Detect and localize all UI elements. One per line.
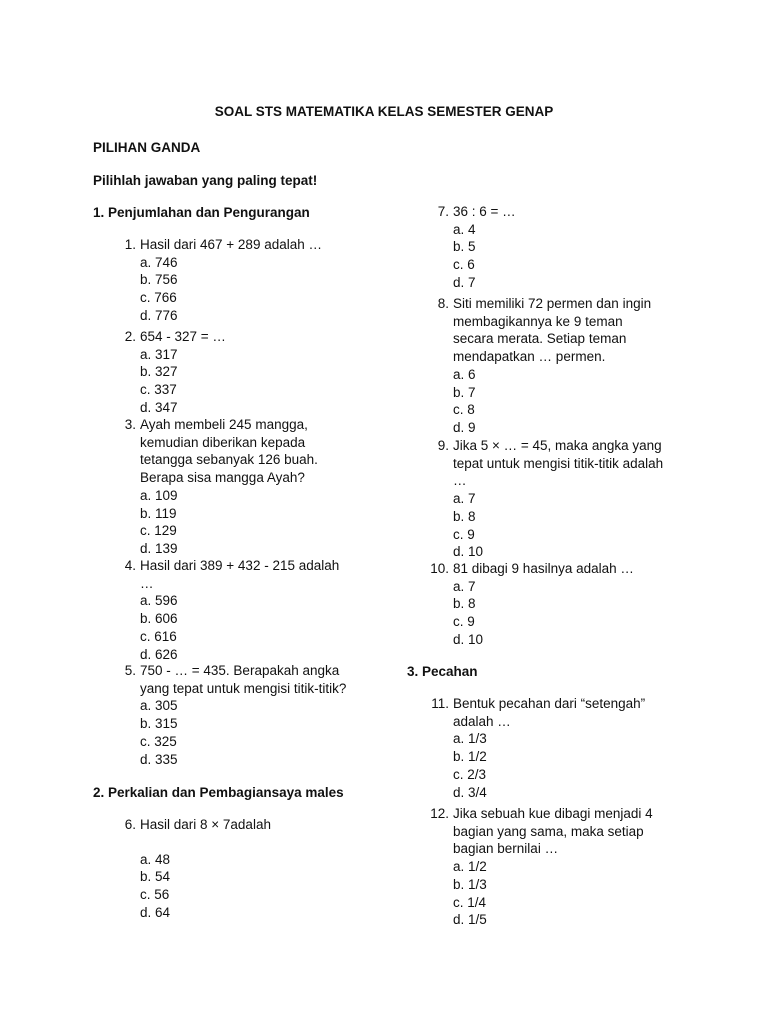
- question-number: 8.: [437, 296, 449, 311]
- question-number: 7.: [437, 204, 449, 219]
- question-text-line: Jika sebuah kue dibagi menjadi 4: [453, 806, 653, 821]
- question-text-line: Berapa sisa mangga Ayah?: [140, 470, 305, 486]
- section-type-label: PILIHAN GANDA: [93, 140, 201, 155]
- question-number: 5.: [124, 663, 136, 678]
- answer-option-a: a. 109: [140, 487, 178, 503]
- question-text: 81 dibagi 9 hasilnya adalah …: [453, 561, 634, 576]
- question-text-line: mendapatkan … permen.: [453, 349, 606, 365]
- answer-option-a: a. 4: [453, 221, 476, 237]
- answer-option-c: c. 337: [140, 382, 177, 398]
- question-text-line: …: [140, 575, 154, 591]
- answer-option-c: c. 766: [140, 290, 177, 306]
- question-9: [423, 437, 663, 561]
- answer-option-c: c. 56: [140, 887, 170, 903]
- answer-option-d: d. 64: [140, 904, 171, 920]
- page-title: SOAL STS MATEMATIKA KELAS SEMESTER GENAP: [214, 104, 554, 119]
- question-text-line: yang tepat untuk mengisi titik-titik?: [140, 680, 347, 696]
- instruction-text: Pilihlah jawaban yang paling tepat!: [93, 173, 318, 188]
- answer-option-b: b. 327: [140, 364, 178, 380]
- question-text-line: bagian bernilai …: [453, 841, 559, 857]
- answer-option-b: b. 8: [453, 596, 476, 612]
- question-text: Hasil dari 467 + 289 adalah …: [140, 237, 322, 252]
- question-text: Hasil dari 8 × 7adalah: [140, 817, 271, 832]
- question-number: 11.: [431, 696, 449, 711]
- answer-option-b: b. 54: [140, 869, 171, 885]
- question-number: 4.: [124, 558, 136, 573]
- question-3: [110, 416, 318, 558]
- question-10: [423, 560, 634, 649]
- answer-option-b: b. 1/2: [453, 749, 487, 765]
- question-text: 654 - 327 = …: [140, 329, 226, 344]
- question-number: 2.: [124, 329, 136, 344]
- answer-option-b: b. 1/3: [453, 876, 487, 892]
- question-text-line: Ayah membeli 245 mangga,: [140, 417, 308, 432]
- answer-option-c: c. 616: [140, 628, 177, 644]
- question-text-line: …: [453, 473, 467, 489]
- question-12: [423, 805, 653, 929]
- answer-option-d: d. 7: [453, 274, 476, 290]
- question-2: [110, 328, 226, 417]
- question-text-line: kemudian diberikan kepada: [140, 434, 306, 450]
- answer-option-c: c. 2/3: [453, 766, 487, 782]
- answer-option-d: d. 3/4: [453, 784, 487, 800]
- question-8: [423, 295, 651, 437]
- answer-option-a: a. 596: [140, 593, 178, 609]
- answer-option-d: d. 347: [140, 399, 178, 415]
- question-text: 36 : 6 = …: [453, 204, 516, 219]
- question-6: [110, 816, 271, 922]
- question-5: [110, 662, 346, 768]
- question-4: [110, 557, 339, 663]
- answer-option-a: a. 1/3: [453, 731, 487, 747]
- answer-option-d: d. 626: [140, 646, 178, 662]
- section-heading-multiplication-division: 2. Perkalian dan Pembagiansaya males: [93, 785, 344, 800]
- section-heading-addition-subtraction: 1. Penjumlahan dan Pengurangan: [93, 205, 310, 220]
- answer-option-b: b. 7: [453, 384, 476, 400]
- answer-option-c: c. 325: [140, 733, 177, 749]
- answer-option-b: b. 119: [140, 505, 177, 521]
- answer-option-a: a. 1/2: [453, 859, 487, 875]
- question-text-line: tepat untuk mengisi titik-titik adalah: [453, 455, 664, 471]
- question-text-line: Siti memiliki 72 permen dan ingin: [453, 296, 652, 311]
- answer-option-d: d. 10: [453, 631, 484, 647]
- answer-option-b: b. 8: [453, 508, 476, 524]
- question-text-line: secara merata. Setiap teman: [453, 331, 627, 347]
- answer-option-d: d. 10: [453, 544, 484, 560]
- section-heading-fractions: 3. Pecahan: [407, 664, 478, 679]
- question-text-line: Bentuk pecahan dari “setengah”: [453, 696, 646, 711]
- answer-option-b: b. 606: [140, 611, 178, 627]
- question-text-line: Hasil dari 389 + 432 - 215 adalah: [140, 558, 340, 573]
- question-number: 12.: [430, 806, 449, 821]
- answer-option-a: a. 317: [140, 346, 178, 362]
- question-number: 3.: [124, 417, 136, 432]
- answer-option-a: a. 48: [140, 851, 171, 867]
- answer-option-b: b. 5: [453, 239, 476, 255]
- answer-option-a: a. 305: [140, 698, 178, 714]
- answer-option-c: c. 8: [453, 402, 475, 418]
- answer-option-d: d. 139: [140, 540, 178, 556]
- answer-option-d: d. 1/5: [453, 912, 487, 928]
- question-text-line: tetangga sebanyak 126 buah.: [140, 452, 318, 468]
- answer-option-d: d. 335: [140, 751, 178, 767]
- question-7: [423, 203, 516, 292]
- answer-option-d: d. 9: [453, 419, 476, 435]
- question-text-line: adalah …: [453, 713, 511, 729]
- question-text-line: Jika 5 × … = 45, maka angka yang: [453, 438, 662, 453]
- question-number: 9.: [437, 438, 449, 453]
- answer-option-a: a. 7: [453, 491, 476, 507]
- answer-option-a: a. 6: [453, 366, 476, 382]
- question-text-line: membagikannya ke 9 teman: [453, 313, 623, 329]
- answer-option-c: c. 6: [453, 257, 475, 273]
- answer-option-b: b. 315: [140, 716, 178, 732]
- question-number: 10.: [430, 561, 449, 576]
- question-number: 1.: [124, 237, 136, 252]
- question-1: [110, 236, 322, 325]
- answer-option-c: c. 9: [453, 614, 475, 630]
- answer-option-c: c. 129: [140, 523, 177, 539]
- question-text-line: 750 - … = 435. Berapakah angka: [140, 663, 340, 678]
- answer-option-b: b. 756: [140, 272, 178, 288]
- answer-option-c: c. 9: [453, 526, 475, 542]
- question-text-line: bagian yang sama, maka setiap: [453, 823, 644, 839]
- answer-option-a: a. 7: [453, 578, 476, 594]
- question-number: 6.: [124, 817, 136, 832]
- answer-option-a: a. 746: [140, 254, 178, 270]
- question-11: [423, 695, 645, 801]
- answer-option-d: d. 776: [140, 307, 178, 323]
- answer-option-c: c. 1/4: [453, 894, 487, 910]
